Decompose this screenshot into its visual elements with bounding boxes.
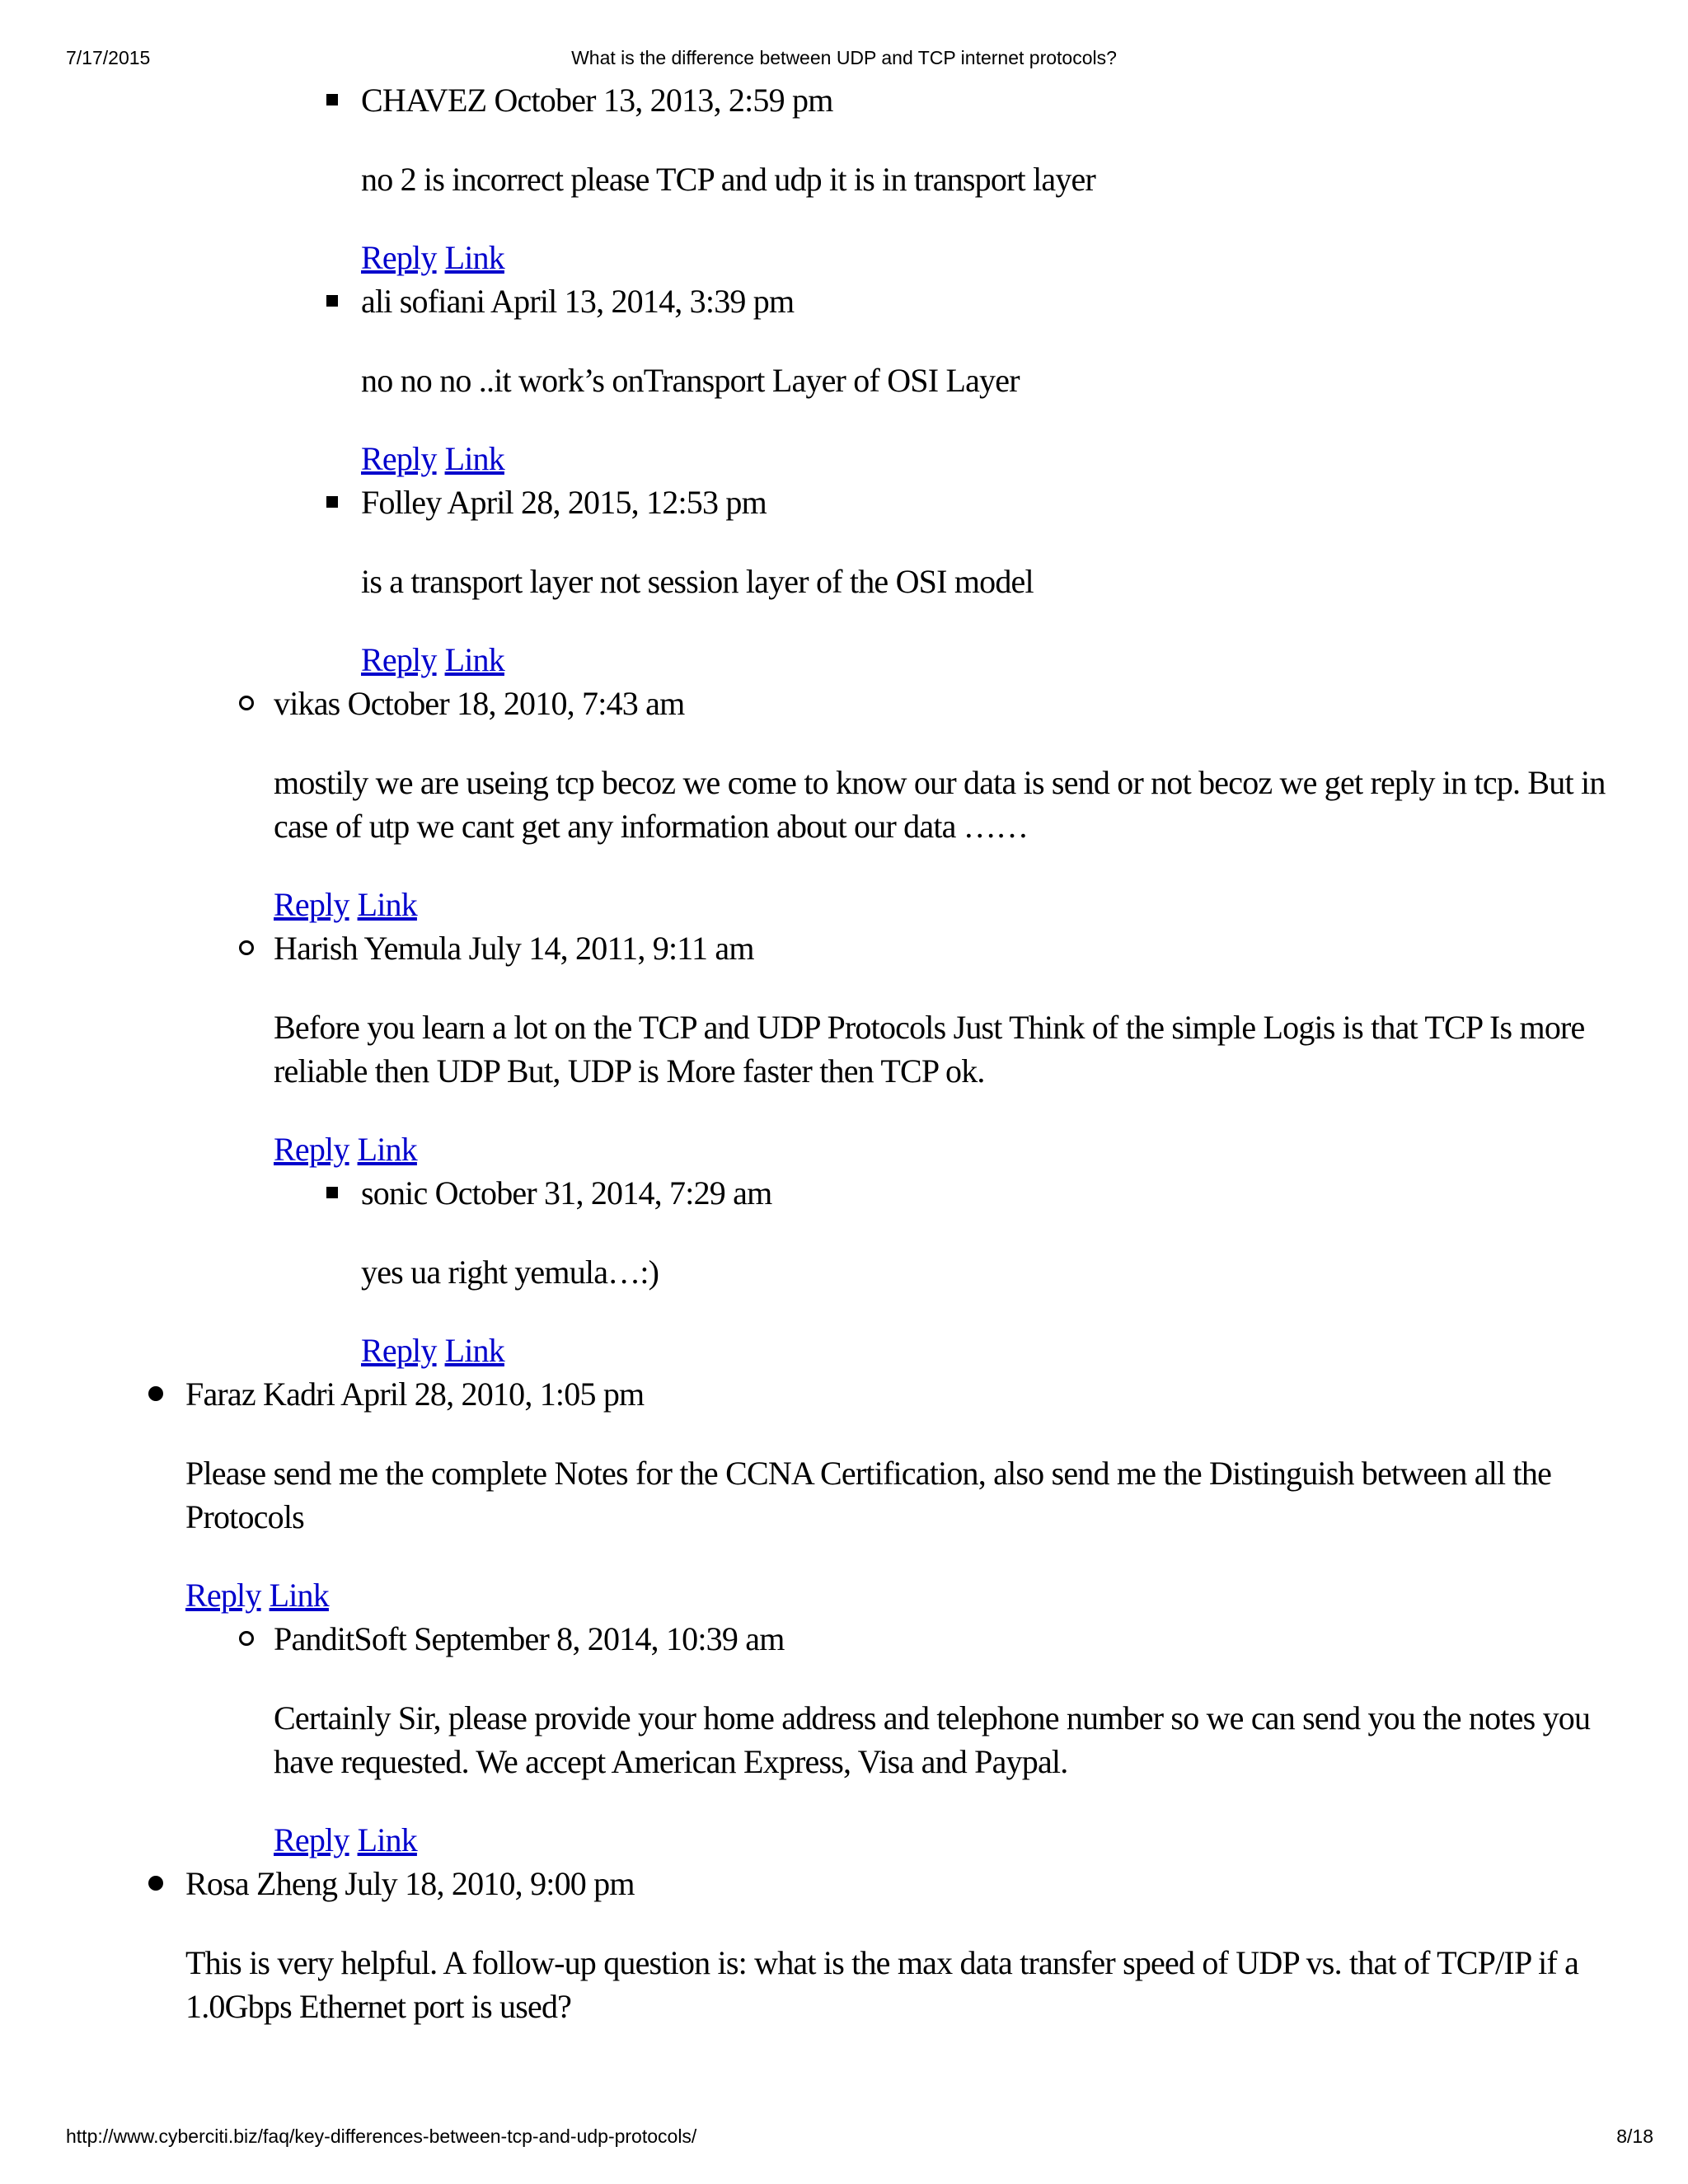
comment-body: mostily we are useing tcp becoz we come to know our data is send or not becoz we get reply in tcp. But in case of utp we cant get any information about our data ……	[274, 764, 1606, 845]
permalink[interactable]: Link	[444, 440, 504, 477]
comment-body: yes ua right yemula…:)	[361, 1254, 659, 1291]
comment-actions	[361, 235, 504, 281]
circle-bullet-icon	[239, 940, 254, 955]
comment-meta: Folley April 28, 2015, 12:53 pm	[361, 484, 767, 521]
comment-meta: Harish Yemula July 14, 2011, 9:11 am	[274, 930, 754, 967]
disc-bullet-icon	[148, 1386, 163, 1401]
reply-link[interactable]: Reply	[274, 1131, 349, 1168]
comment-meta: sonic October 31, 2014, 7:29 am	[361, 1174, 772, 1212]
permalink[interactable]: Link	[357, 1131, 417, 1168]
comment-actions	[185, 1572, 329, 1619]
permalink[interactable]: Link	[444, 641, 504, 678]
permalink[interactable]: Link	[444, 1332, 504, 1369]
square-bullet-icon	[326, 94, 338, 105]
reply-link[interactable]: Reply	[361, 440, 437, 477]
reply-link[interactable]: Reply	[274, 886, 349, 923]
reply-link[interactable]: Reply	[361, 1332, 437, 1369]
comment-meta: ali sofiani April 13, 2014, 3:39 pm	[361, 283, 795, 320]
page-title: What is the difference between UDP and TCP internet protocols?	[571, 47, 1117, 68]
square-bullet-icon	[326, 295, 338, 307]
print-date: 7/17/2015	[66, 47, 151, 68]
page-footer	[0, 2120, 1688, 2153]
circle-bullet-icon	[239, 1631, 254, 1646]
comment-body: Before you learn a lot on the TCP and UDP Protocols Just Think of the simple Logis is that TCP Is more reliable then UDP But, UDP is More faster then TCP ok.	[274, 1009, 1585, 1090]
reply-link[interactable]: Reply	[361, 239, 437, 276]
comment-meta: Faraz Kadri April 28, 2010, 1:05 pm	[185, 1376, 645, 1413]
page-header	[0, 41, 1688, 74]
comment-body: Please send me the complete Notes for the CCNA Certification, also send me the Distinguish between all the Protocols	[185, 1455, 1552, 1535]
comment-body: no 2 is incorrect please TCP and udp it is in transport layer	[361, 161, 1096, 198]
comment-meta: vikas October 18, 2010, 7:43 am	[274, 685, 685, 722]
source-url: http://www.cyberciti.biz/faq/key-differences-between-tcp-and-udp-protocols/	[66, 2125, 697, 2147]
comment-actions	[361, 1328, 504, 1374]
reply-link[interactable]: Reply	[274, 1821, 349, 1858]
comment-body: Certainly Sir, please provide your home address and telephone number so we can send you the notes you have requested. We accept American Express, Visa and Paypal.	[274, 1699, 1591, 1780]
comment-actions	[274, 1127, 417, 1173]
comment-actions	[274, 882, 417, 928]
comment-body: This is very helpful. A follow-up question is: what is the max data transfer speed of UDP vs. that of TCP/IP if a 1.0Gbps Ethernet port is used?	[185, 1944, 1579, 2025]
comment-body: is a transport layer not session layer of the OSI model	[361, 563, 1034, 600]
circle-bullet-icon	[239, 696, 254, 710]
comment-actions	[361, 637, 504, 683]
comment-meta: Rosa Zheng July 18, 2010, 9:00 pm	[185, 1865, 635, 1902]
reply-link[interactable]: Reply	[185, 1577, 261, 1614]
comment-meta: CHAVEZ October 13, 2013, 2:59 pm	[361, 82, 833, 119]
reply-link[interactable]: Reply	[361, 641, 437, 678]
comment-actions	[274, 1817, 417, 1863]
page-number: 8/18	[1616, 2125, 1653, 2147]
square-bullet-icon	[326, 1187, 338, 1198]
comment-actions	[361, 436, 504, 482]
comment-meta: PanditSoft September 8, 2014, 10:39 am	[274, 1620, 785, 1657]
comment-body: no no no ..it work’s onTransport Layer of OSI Layer	[361, 362, 1020, 399]
disc-bullet-icon	[148, 1876, 163, 1891]
permalink[interactable]: Link	[357, 1821, 417, 1858]
permalink[interactable]: Link	[444, 239, 504, 276]
permalink[interactable]: Link	[269, 1577, 329, 1614]
square-bullet-icon	[326, 496, 338, 508]
permalink[interactable]: Link	[357, 886, 417, 923]
